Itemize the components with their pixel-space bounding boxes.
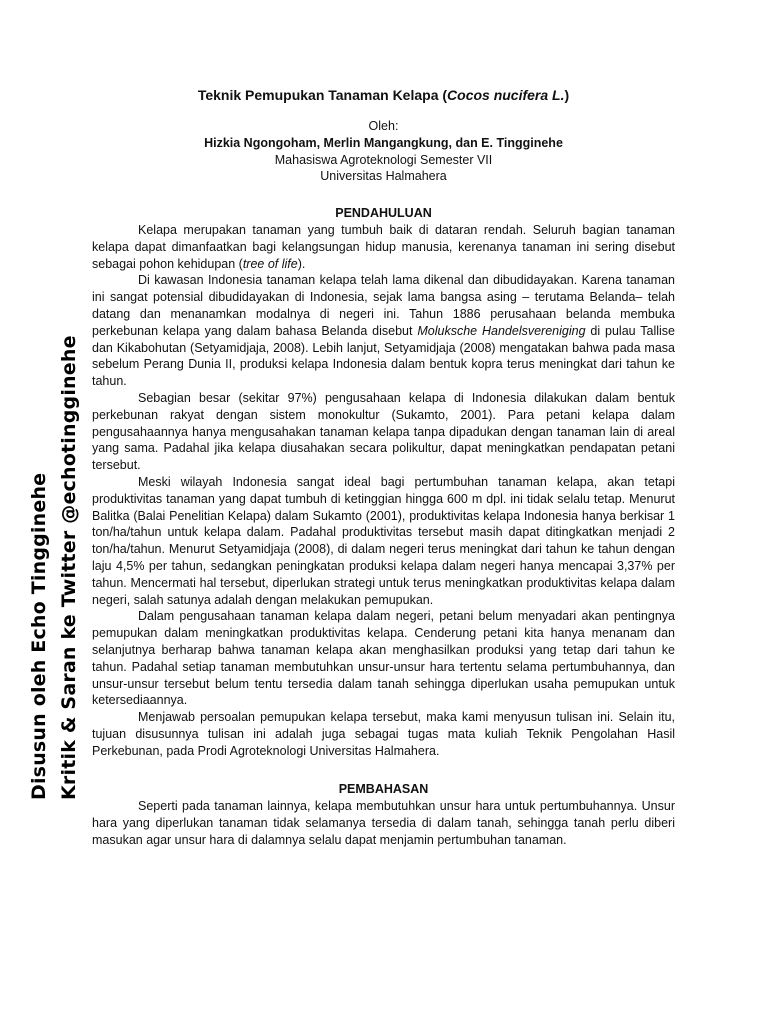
title-scientific-name: Cocos nucifera L. [447,87,565,103]
paragraph-6: Menjawab persoalan pemupukan kelapa tersebut, maka kami menyusun tulisan ini. Selain itu, tujuan disusunnya tulisan ini adalah juga sebagai tugas mata kuliah Teknik Pengolahan Hasil Perkebunan, pada Prodi Agroteknologi Universitas Halmahera. [92,710,675,758]
authors-line: Hizkia Ngongoham, Merlin Mangangkung, dan E. Tingginehe [204,135,563,150]
section-heading-pembahasan: PEMBAHASAN [338,782,429,797]
affiliation-line: Mahasiswa Agroteknologi Semester VII [274,152,493,167]
paragraph-7: Seperti pada tanaman lainnya, kelapa membutuhkan unsur hara untuk pertumbuhannya. Unsur hara yang diperlukan tanaman tidak selamanya tersedia di dalam tanah, sehingga tanah perlu diberi masukan agar unsur hara di dalamnya selalu dapat menjamin pertumbuhan tanaman. [92,799,675,847]
paragraph-3: Sebagian besar (sekitar 97%) pengusahaan kelapa di Indonesia dilakukan dalam bentuk perkebunan rakyat dengan sistem monokultur (Sukamto, 2001). Para petani kelapa dalam pengusahaannya hanya mengusahakan tanaman kelapa tanpa dipadukan dengan tanaman lain di areal yang sama. Padahal jika kelapa diusahakan secara polikultur, dapat meningkatkan pendapatan petani tersebut. [92,390,675,473]
paragraph-1: Kelapa merupakan tanaman yang tumbuh baik di dataran rendah. Seluruh bagian tanaman kelapa dapat dimanfaatkan bagi kelangsungan hidup manusia, kerenanya tanaman ini sering disebut sebagai pohon kehidupan (tree of life). [92,222,675,271]
paragraph-2: Di kawasan Indonesia tanaman kelapa telah lama dikenal dan dibudidayakan. Karena tanaman ini sangat potensial dibudidayakan di Indonesia, sejak lama bangsa asing – terutama Belanda– telah datang dan menanamkan modalnya di negeri ini. Tahun 1886 perusahaan belanda membuka perkebunan kelapa yang dalam bahasa Belanda disebut Moluksche Handelsvereniging di pulau Tallise dan Kikabohutan (Setyamidjaja, 2008). Lebih lanjut, Setyamidjaja (2008) mengatakan bahwa pada masa sebelum Perang Dunia II, produksi kelapa Indonesia dalam bentuk kopra terus meningkat dari tahun ke tahun. [92,273,675,389]
vertical-watermark [24,200,92,800]
oleh-label: Oleh: [368,119,399,133]
watermark-twitter-line: Kritik & Saran ke Twitter @echotingginehe [58,335,80,800]
university-line: Universitas Halmahera [320,169,447,184]
watermark-author-line: Disusun oleh Echo Tingginehe [28,472,50,800]
document-title: Teknik Pemupukan Tanaman Kelapa (Cocos nucifera L.) [197,87,570,103]
section-heading-pendahuluan: PENDAHULUAN [335,206,432,221]
paragraph-4: Meski wilayah Indonesia sangat ideal bagi pertumbuhan tanaman kelapa, akan tetapi produktivitas tanaman yang dapat tumbuh di ketinggian hingga 600 m dpl. ini tidak selalu tetap. Menurut Balitka (Balai Penelitian Kelapa) dalam Sukamto (2001), produktivitas kelapa Indonesia hanya berkisar 1 ton/ha/tahun untuk kelapa dalam. Padahal produktivitas tersebut masih dapat ditingkatkan menjadi 2 ton/ha/tahun. Menurut Setyamidjaja (2008), di dalam negeri terus meningkat dari tahun ke tahun dengan laju 4,5% per tahun, sedangkan peningkatan produksi kelapa dalam negeri hanya mencapai 3,37% per tahun. Mencermati hal tersebut, diperlukan strategi untuk terus meningkatkan produktivitas kelapa dalam negeri, salah satunya adalah dengan melakukan pemupukan. [92,474,675,607]
document-page [92,86,675,849]
paragraph-5: Dalam pengusahaan tanaman kelapa dalam negeri, petani belum menyadari akan pentingnya pemupukan dalam meningkatkan produktivitas kelapa. Cenderung petani kita hanya menanam dan selanjutnya berharap bahwa tanaman kelapa akan menghasilkan produksi yang tetap dari tahun ke tahun. Padahal setiap tanaman membutuhkan unsur-unsur hara tertentu selama pertumbuhannya, dan unsur-unsur tersebut belum tentu tersedia dalam tanah sehingga diperlukan usaha pemupukan untuk ketersediaannya. [92,609,675,708]
